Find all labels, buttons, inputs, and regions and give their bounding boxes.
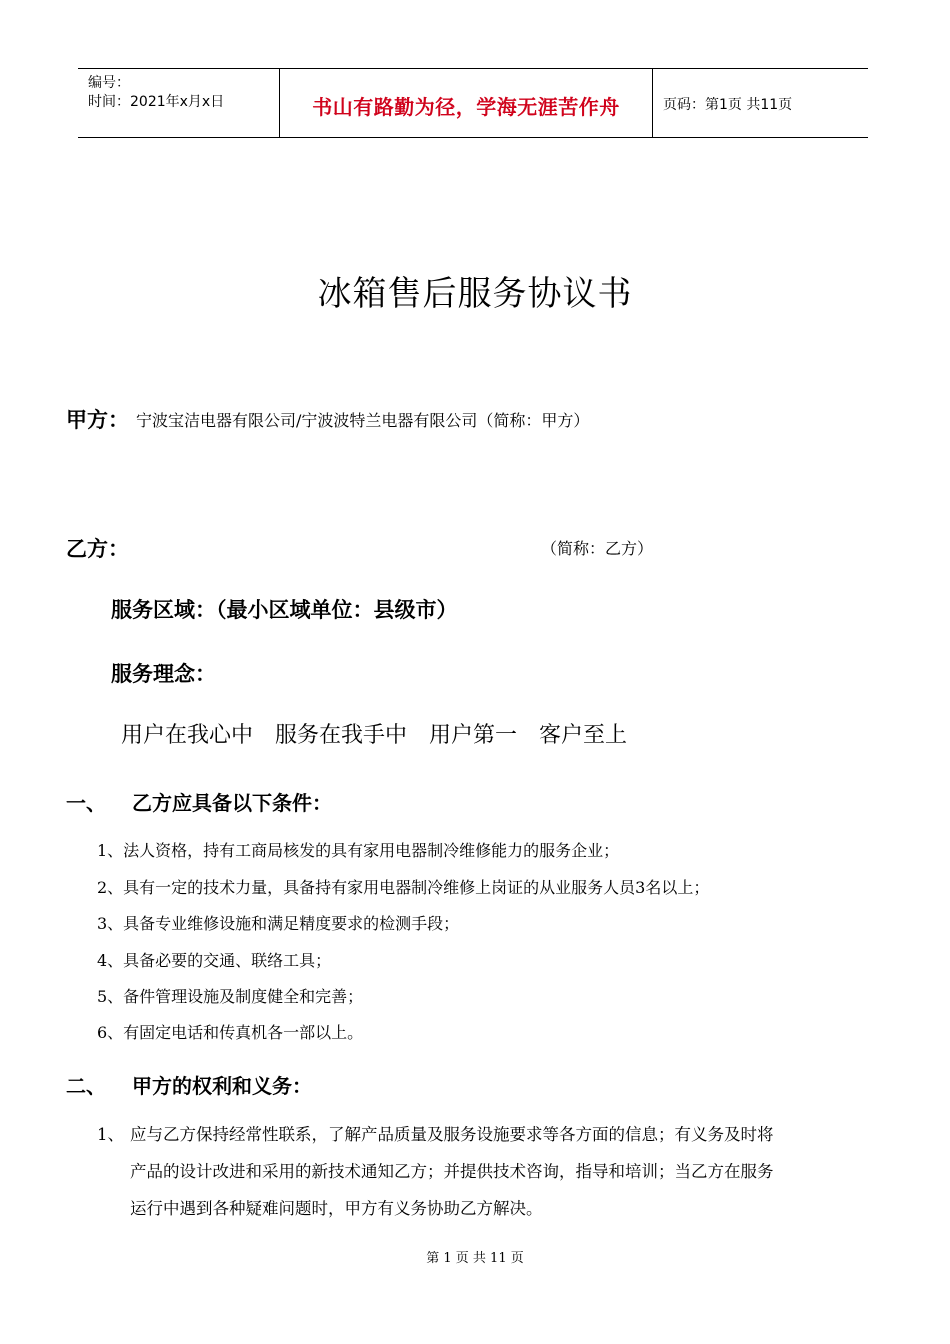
header-motto: 书山有路勤为径，学海无涯苦作舟 (312, 95, 620, 119)
slogan-item: 客户至上 (539, 723, 628, 748)
list-item: 2、具有一定的技术力量，具备持有家用电器制冷维修上岗证的从业服务人员3名以上； (97, 878, 710, 897)
service-slogans (121, 718, 649, 749)
item-number: 1、 (97, 1125, 124, 1144)
party-a-label: 甲方： (66, 408, 129, 432)
slogan-item: 用户第一 (429, 723, 518, 748)
list-item: 6、有固定电话和传真机各一部以上。 (97, 1023, 364, 1042)
party-b-abbrev: （简称：乙方） (541, 539, 654, 558)
slogan-item: 用户在我心中 (121, 723, 254, 748)
section-2-item-1 (97, 1116, 887, 1227)
paragraph-line: 产品的设计改进和采用的新技术通知乙方；并提供技术咨询，指导和培训；当乙方在服务 (130, 1162, 774, 1181)
header-meta-cell (78, 69, 280, 137)
service-area: 服务区域：（最小区域单位：县级市） (111, 598, 458, 622)
document-header-table (78, 68, 868, 138)
paragraph-line: 应与乙方保持经常性联系，了解产品质量及服务设施要求等各方面的信息；有义务及时将 (130, 1125, 774, 1144)
section-2-heading: 甲方的权利和义务： (132, 1074, 312, 1098)
list-item: 1、法人资格，持有工商局核发的具有家用电器制冷维修能力的服务企业； (97, 841, 620, 860)
paragraph-line: 运行中遇到各种疑难问题时，甲方有义务协助乙方解决。 (130, 1199, 543, 1218)
page-footer: 第 1 页 共 11 页 (426, 1251, 524, 1266)
list-item: 3、具备专业维修设施和满足精度要求的检测手段； (97, 914, 460, 933)
slogan-item: 服务在我手中 (275, 723, 408, 748)
section-1-heading: 乙方应具备以下条件： (132, 791, 332, 815)
service-idea-label: 服务理念： (111, 662, 216, 686)
list-item: 4、具备必要的交通、联络工具； (97, 951, 332, 970)
section-1-number: 一、 (66, 791, 106, 815)
header-page-cell (653, 69, 868, 137)
section-2-number: 二、 (66, 1074, 106, 1098)
header-motto-cell (280, 69, 653, 137)
document-time-label: 时间：2021年x月x日 (88, 94, 225, 110)
party-b-label: 乙方： (66, 537, 129, 561)
document-number-label: 编号： (88, 75, 130, 91)
list-item: 5、备件管理设施及制度健全和完善； (97, 987, 364, 1006)
document-title: 冰箱售后服务协议书 (317, 274, 633, 314)
header-page-info: 页码：第1页 共11页 (663, 97, 793, 113)
party-a-value: 宁波宝洁电器有限公司/宁波波特兰电器有限公司（简称：甲方） (136, 411, 590, 430)
